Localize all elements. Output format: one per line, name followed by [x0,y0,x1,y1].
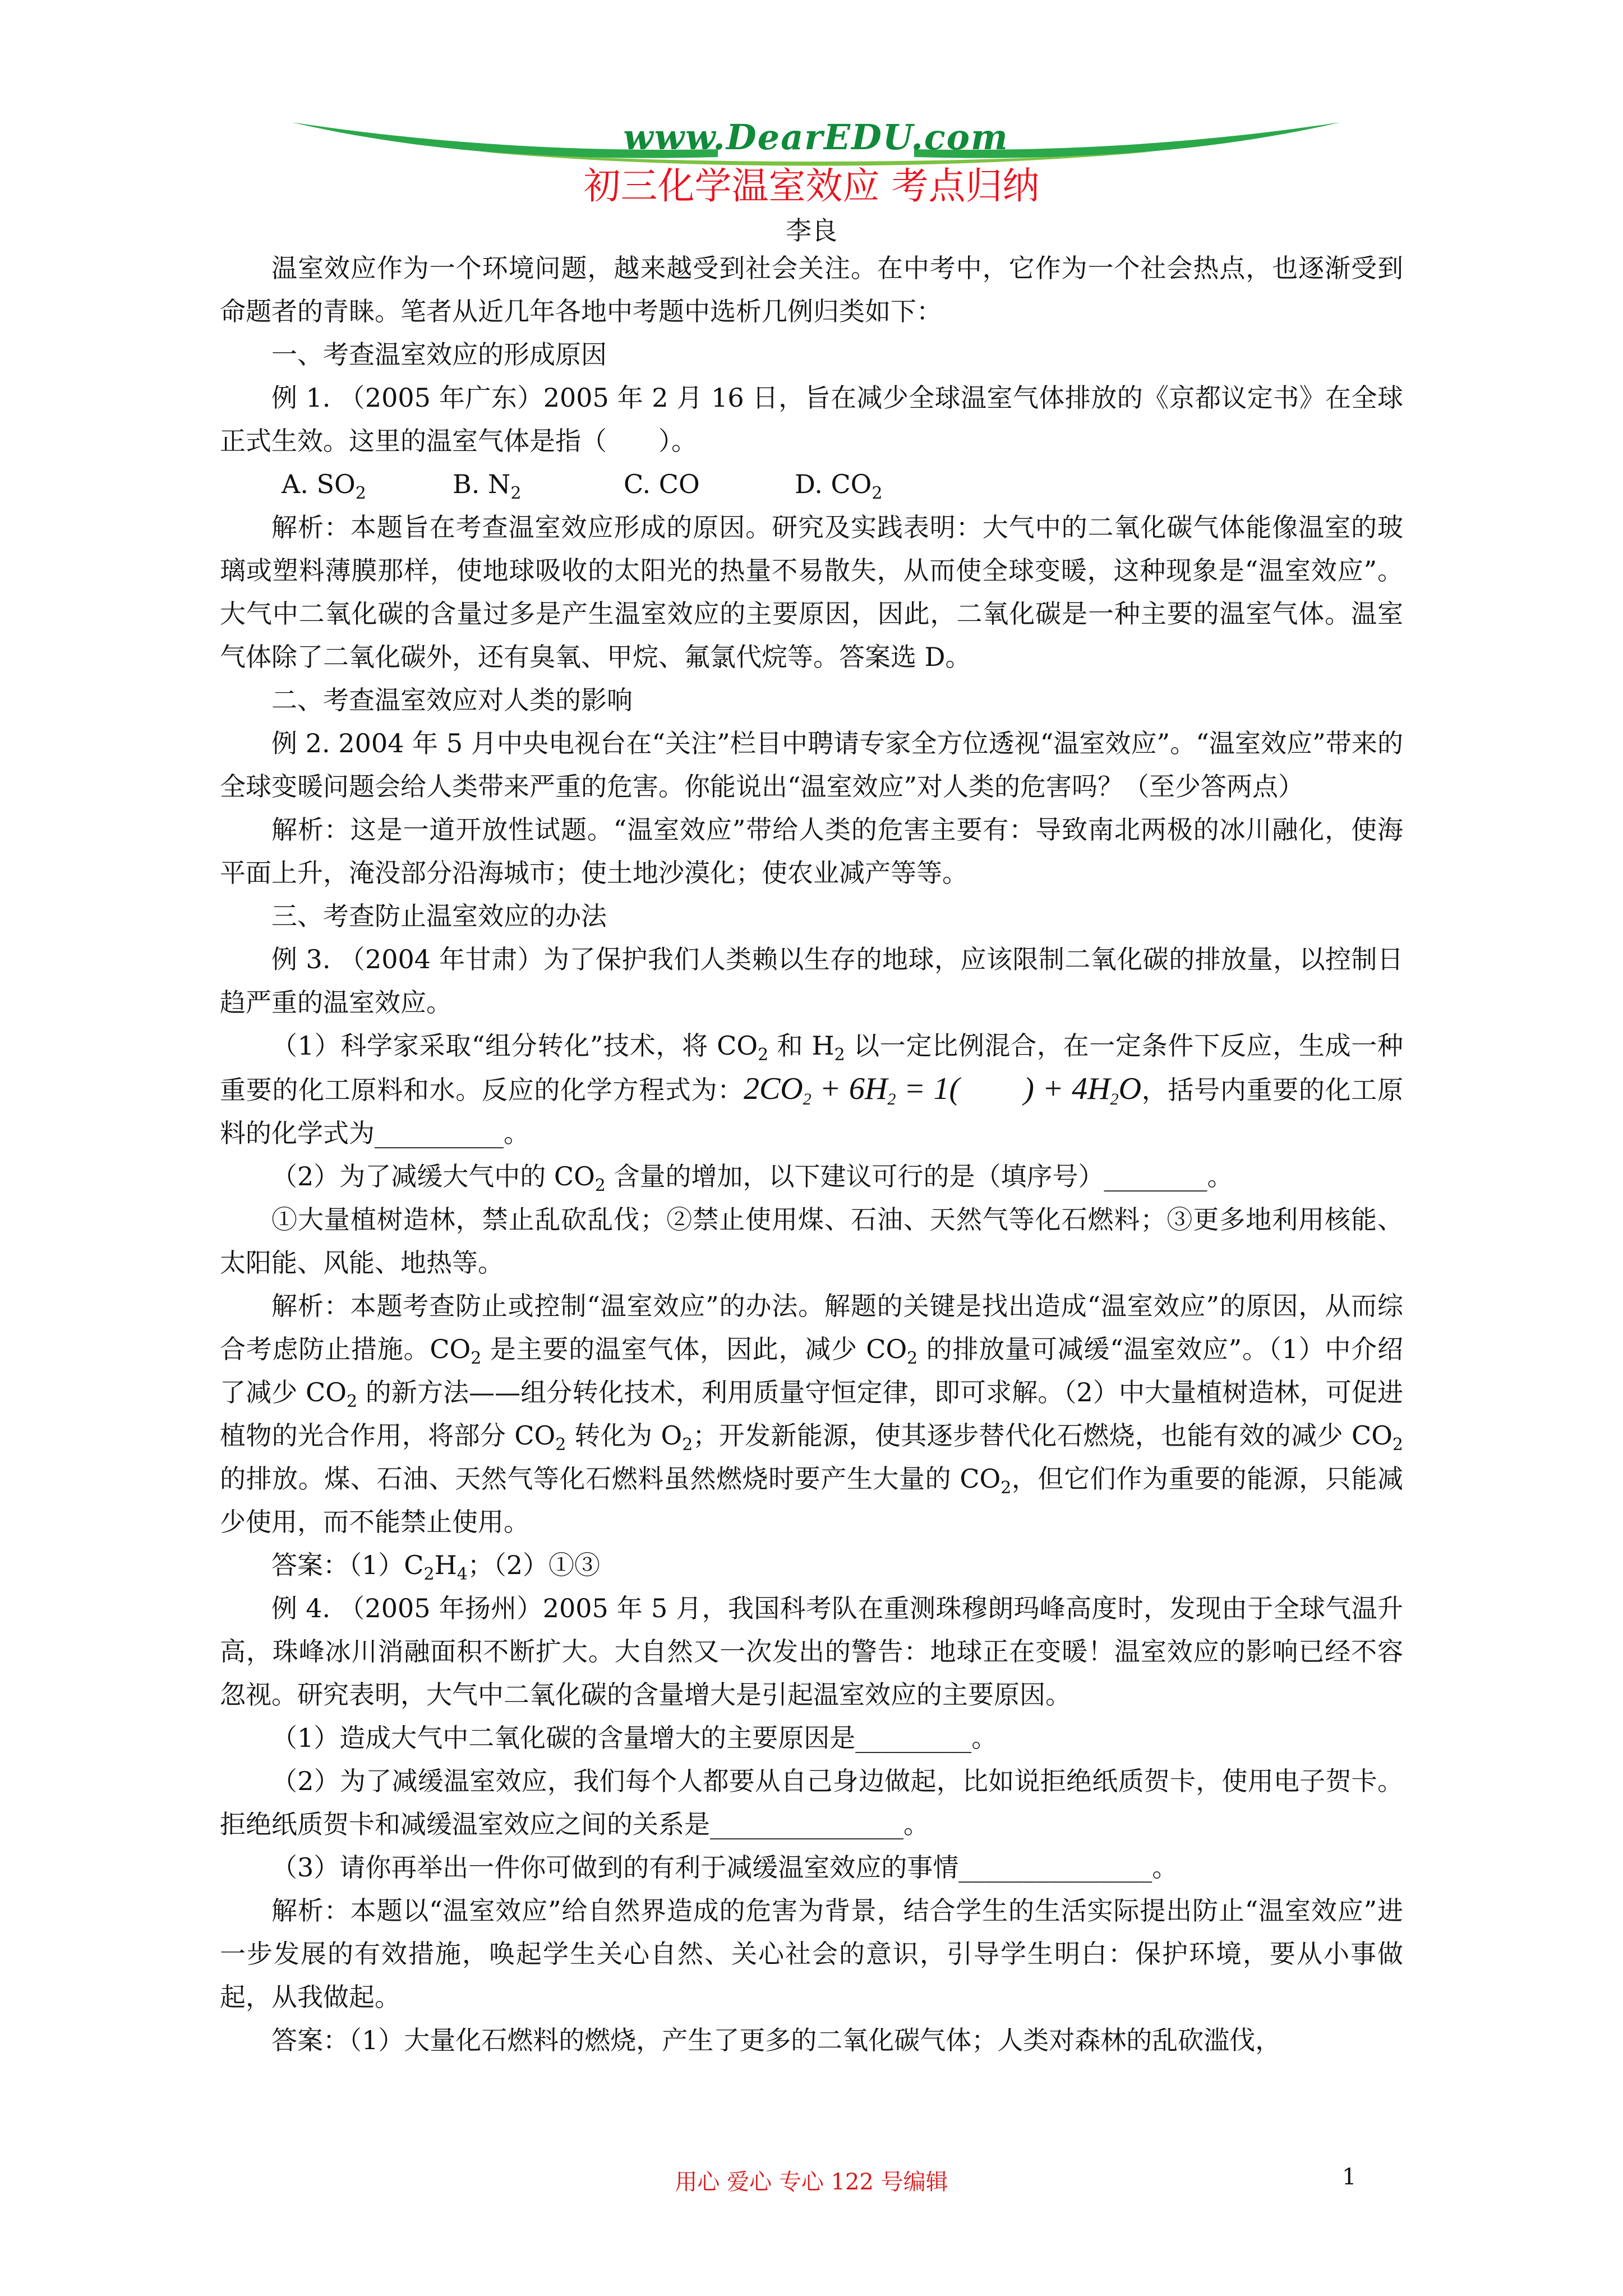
example-2: 例 2. 2004 年 5 月中央电视台在“关注”栏目中聘请专家全方位透视“温室效应”。“温室效应”带来的全球变暖问题会给人类带来严重的危害。你能说出“温室效应”对人类的危害吗？（至少答两点） [220,728,1403,802]
example-4-answer: 答案：（1）大量化石燃料的燃烧，产生了更多的二氧化碳气体；人类对森林的乱砍滥伐， [271,2025,1281,2055]
choice-b: B. $N_2$ [453,469,522,503]
example-1-choices [282,463,1403,506]
example-3-options: ①大量植树造林，禁止乱砍乱伐；②禁止使用煤、石油、天然气等化石燃料；③更多地利用核能、太阳能、风能、地热等。 [220,1204,1403,1278]
page-footer: 用心 爱心 专心 122 号编辑 [675,2169,948,2195]
choice-a: A. $SO_2$ [282,469,366,503]
example-2-analysis: 解析：这是一道开放性试题。“温室效应”带给人类的危害主要有：导致南北两极的冰川融化，使海平面上升，淹没部分沿海城市；使土地沙漠化；使农业减产等等。 [220,815,1403,888]
example-4-question-2: （2）为了减缓温室效应，我们每个人都要从自己身边做起，比如说拒绝纸质贺卡，使用电子贺卡。拒绝纸质贺卡和减缓温室效应之间的关系是_______________。 [220,1766,1403,1839]
page-number: 1 [1342,2164,1357,2190]
section-heading: 二、考查温室效应对人类的影响 [271,685,633,715]
example-3-answer: 答案：$(1)C_2H_4$；（2）①③ [271,1550,601,1584]
document-title: 初三化学温室效应 考点归纳 [583,164,1040,208]
choice-c: C. CO [624,469,700,499]
example-3-analysis: 解析：本题考查防止或控制“温室效应”的办法。解题的关键是找出造成“温室效应”的原因，从而综合考虑防止措施。$CO_2$ 是主要的温室气体，因此，减少 $CO_2$ 的排放量可减缓“温室效应”。（1）中介绍了减少 $CO_2$ 的新方法——组分转化技术，利用质量守恒定律，即可求解。（2）中大量植树造林，可促进植物的光合作用，将部分 $CO_2$ 转化为 $O_2$；开发新能源，使其逐步替代化石燃烧，也能有效的减少 $CO_2$ 的排放。煤、石油、天然气等化石燃料虽然燃烧时要产生大量的 $CO_2$，但它们作为重要的能源，只能减少使用，而不能禁止使用。 [220,1291,1404,1537]
chemical-equation: $2CO_2 + 6H_2 = 1$( ) + $4H_2O$ [743,1071,1142,1108]
choice-d: D. $CO_2$ [795,469,883,503]
author-name: 李良 [786,215,837,246]
example-4: 例 4. （2005 年扬州）2005 年 5 月，我国科考队在重测珠穆朗玛峰高度时，发现由于全球气温升高，珠峰冰川消融面积不断扩大。大自然又一次发出的警告：地球正在变暖！温室效应的影响已经不容忽视。研究表明，大气中二氧化碳的含量增大是引起温室效应的主要原因。 [220,1593,1403,1710]
example-1: 例 1. （2005 年广东）2005 年 2 月 16 日，旨在减少全球温室气体排放的《京都议定书》在全球正式生效。这里的温室气体是指（ ）。 [220,383,1403,456]
section-heading: 三、考查防止温室效应的办法 [271,901,607,931]
intro-paragraph: 温室效应作为一个环境问题，越来越受到社会关注。在中考中，它作为一个社会热点，也逐渐受到命题者的青睐。笔者从近几年各地中考题中选析几例归类如下： [220,253,1403,326]
example-4-analysis: 解析：本题以“温室效应”给自然界造成的危害为背景，结合学生的生活实际提出防止“温室效应”进一步发展的有效措施，唤起学生关心自然、关心社会的意识，引导学生明白：保护环境，要从小事做起，从我做起。 [220,1895,1403,2012]
example-3-question-1: （1）科学家采取“组分转化”技术，将 $CO_2$ 和 $H_2$ 以一定比例混合，在一定条件下反应，生成一种重要的化工原料和水。反应的化学方程式为：$2CO_2 + 6H_2 = 1$( ) + $4H_2O$，括号内重要的化工原料的化学式为__________。 [220,1030,1404,1148]
example-4-question-3: （3）请你再举出一件你可做到的有利于减缓温室效应的事情_______________。 [271,1852,1178,1883]
example-3-question-2: （2）为了减缓大气中的 $CO_2$ 含量的增加，以下建议可行的是（填序号）________。 [271,1161,1233,1195]
example-4-question-1: （1）造成大气中二氧化碳的含量增大的主要原因是_________。 [271,1723,998,1753]
document-body [220,247,1403,2062]
section-heading: 一、考查温室效应的形成原因 [271,339,607,370]
logo-text: www.DearEDU.com [623,117,1009,158]
example-1-analysis: 解析：本题旨在考查温室效应形成的原因。研究及实践表明：大气中的二氧化碳气体能像温室的玻璃或塑料薄膜那样，使地球吸收的太阳光的热量不易散失，从而使全球变暖，这种现象是“温室效应”。大气中二氧化碳的含量过多是产生温室效应的主要原因，因此，二氧化碳是一种主要的温室气体。温室气体除了二氧化碳外，还有臭氧、甲烷、氟氯代烷等。答案选 D。 [220,512,1403,672]
example-3: 例 3. （2004 年甘肃）为了保护我们人类赖以生存的地球，应该限制二氧化碳的排放量，以控制日趋严重的温室效应。 [220,944,1403,1018]
